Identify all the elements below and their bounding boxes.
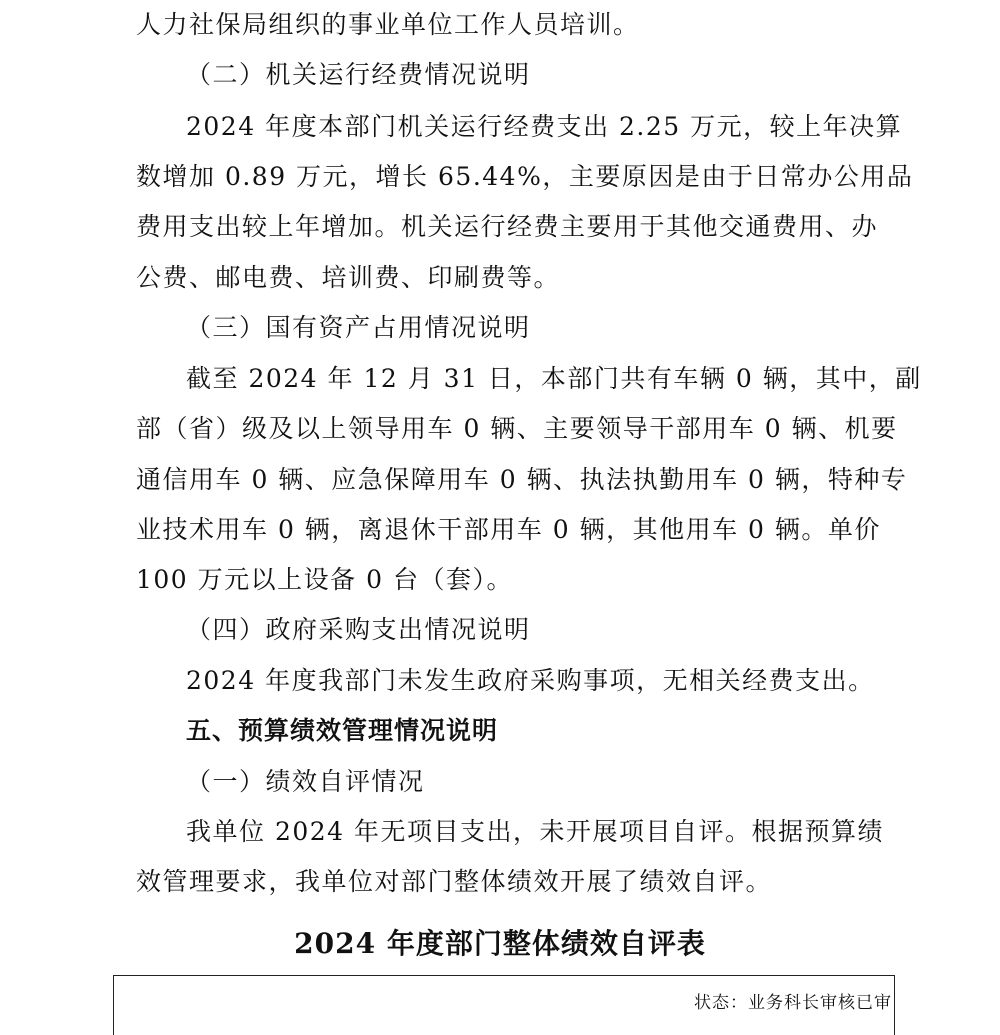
- chapter-heading-performance-management: 五、预算绩效管理情况说明: [186, 716, 499, 745]
- paragraph-line: 费用支出较上年增加。机关运行经费主要用于其他交通费用、办: [136, 212, 879, 241]
- paragraph-line: 2024 年度本部门机关运行经费支出 2.25 万元，较上年决算: [186, 112, 903, 141]
- paragraph-line: 截至 2024 年 12 月 31 日，本部门共有车辆 0 辆，其中，副: [186, 364, 922, 393]
- paragraph-line: 人力社保局组织的事业单位工作人员培训。: [136, 10, 640, 39]
- section-heading-government-procurement: （四）政府采购支出情况说明: [186, 615, 531, 644]
- paragraph-line: 数增加 0.89 万元，增长 65.44%，主要原因是由于日常办公用品: [136, 162, 914, 191]
- paragraph-line: 100 万元以上设备 0 台（套）。: [136, 565, 513, 594]
- paragraph-line: 部（省）级及以上领导用车 0 辆、主要领导干部用车 0 辆、机要: [136, 414, 898, 443]
- section-heading-operating-expenses: （二）机关运行经费情况说明: [186, 60, 531, 89]
- paragraph-line: 业技术用车 0 辆，离退休干部用车 0 辆，其他用车 0 辆。单价: [136, 515, 881, 544]
- status-text: 状态：业务科长审核已审: [694, 993, 892, 1013]
- paragraph-line: 通信用车 0 辆、应急保障用车 0 辆、执法执勤用车 0 辆，特种专: [136, 465, 908, 494]
- paragraph-line: 我单位 2024 年无项目支出，未开展项目自评。根据预算绩: [186, 817, 885, 846]
- table-title: 2024 年度部门整体绩效自评表: [294, 927, 706, 960]
- paragraph-line: 2024 年度我部门未发生政府采购事项，无相关经费支出。: [186, 666, 875, 695]
- self-evaluation-table: [113, 975, 895, 1035]
- paragraph-line: 效管理要求，我单位对部门整体绩效开展了绩效自评。: [136, 867, 773, 896]
- paragraph-line: 公费、邮电费、培训费、印刷费等。: [136, 263, 561, 292]
- section-heading-state-assets: （三）国有资产占用情况说明: [186, 313, 531, 342]
- section-heading-self-evaluation: （一）绩效自评情况: [186, 767, 425, 796]
